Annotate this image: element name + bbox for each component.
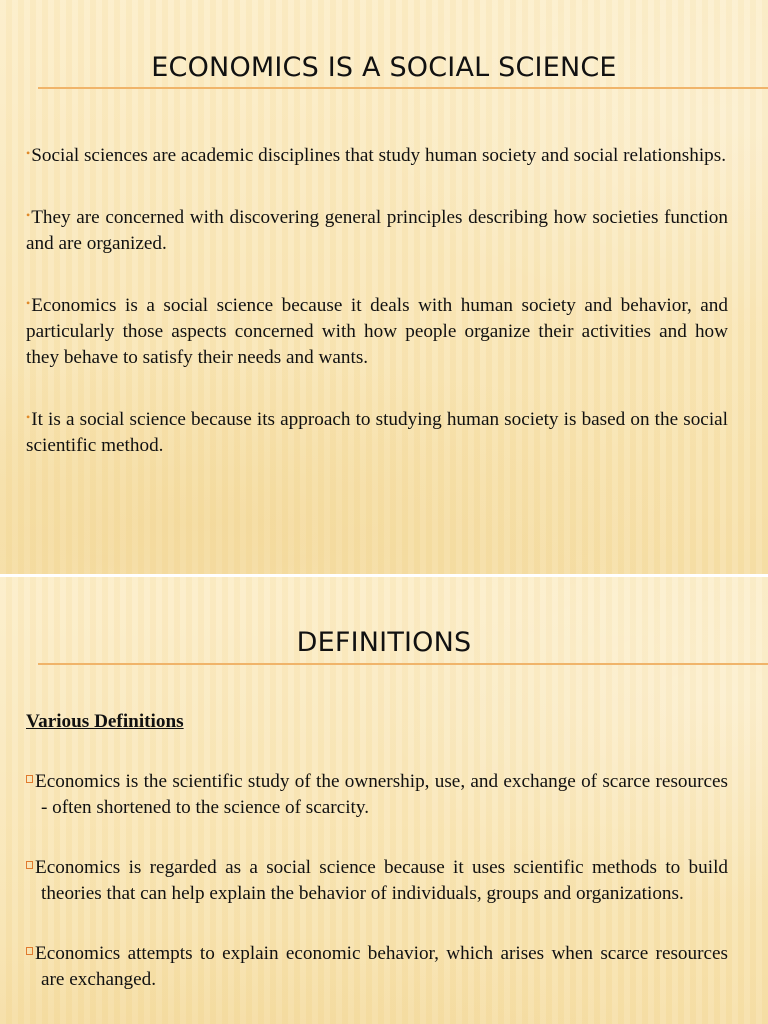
bullet-paragraph: [26, 202, 728, 257]
definition-item: [26, 855, 728, 907]
bullet-icon: •: [26, 146, 31, 160]
bullet-icon: •: [26, 410, 31, 424]
definition-text: Economics attempts to explain economic behavior, which arises when scarce resources are exchanged.: [35, 943, 728, 990]
title-underline: [38, 663, 768, 665]
square-bullet-icon: [26, 861, 33, 869]
bullet-paragraph: [26, 404, 728, 459]
slide-body: [26, 140, 728, 492]
definition-text: Economics is regarded as a social science because it uses scientific methods to build theories that can help explain the behavior of individuals, groups and organizations.: [35, 857, 728, 904]
title-underline: [38, 87, 768, 89]
definition-item: [26, 941, 728, 993]
slide-definitions: [0, 577, 768, 1024]
section-subheading: Various Definitions: [26, 711, 184, 732]
bullet-icon: •: [26, 296, 31, 310]
definition-item: [26, 769, 728, 821]
slide-body: [26, 709, 728, 1024]
slide-title: ECONOMICS IS A SOCIAL SCIENCE: [151, 52, 617, 83]
bullet-paragraph: [26, 290, 728, 371]
square-bullet-icon: [26, 947, 33, 955]
bullet-text: Social sciences are academic disciplines that study human society and social relationships.: [31, 145, 727, 166]
square-bullet-icon: [26, 775, 33, 783]
bullet-text: They are concerned with discovering general principles describing how societies function and are organized.: [26, 207, 728, 254]
bullet-paragraph: [26, 140, 728, 169]
bullet-text: It is a social science because its approach to studying human society is based on the social scientific method.: [26, 409, 728, 456]
bullet-icon: •: [26, 208, 31, 222]
slide-title: DEFINITIONS: [296, 627, 472, 658]
bullet-text: Economics is a social science because it deals with human society and behavior, and particularly those aspects concerned with how people organize their activities and how they behave to satisfy their needs and wants.: [26, 295, 728, 368]
definition-text: Economics is the scientific study of the ownership, use, and exchange of scarce resources - often shortened to the science of scarcity.: [35, 771, 728, 818]
